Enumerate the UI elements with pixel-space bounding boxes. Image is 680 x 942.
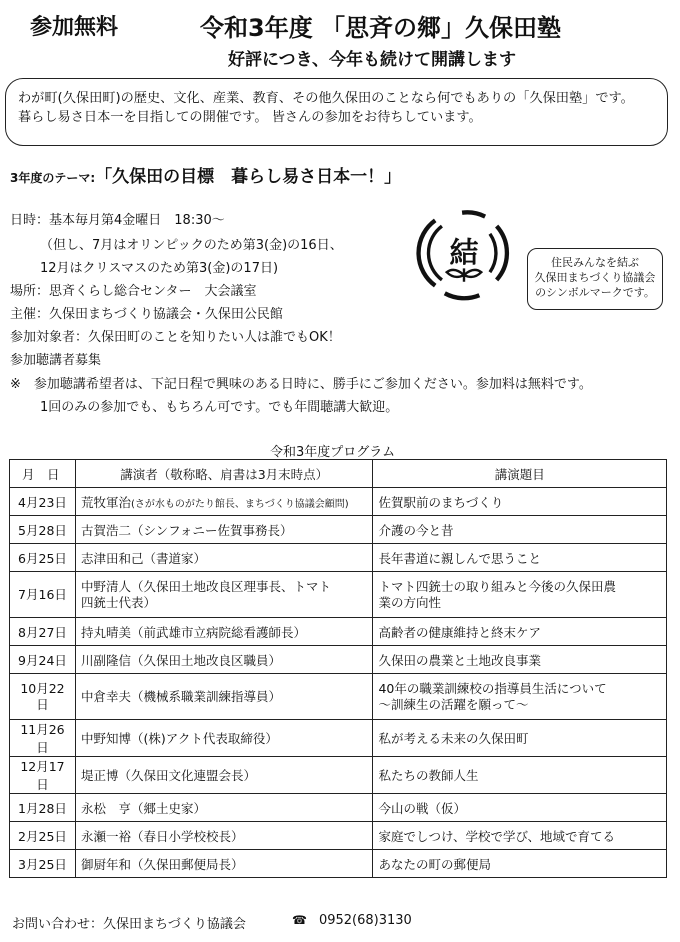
row-date: 1月28日 — [10, 794, 76, 822]
row-date: 4月23日 — [10, 488, 76, 516]
row-topic: 介護の今と昔 — [373, 516, 667, 544]
row-speaker: 中倉幸夫（機械系職業訓練指導員） — [75, 674, 373, 720]
column-header-speaker: 講演者（敬称略、肩書は3月末時点） — [75, 460, 373, 488]
row-date: 3月25日 — [10, 850, 76, 878]
row-topic: あなたの町の郵便局 — [373, 850, 667, 878]
info-audience: 参加対象者：久保田町のことを知りたい人は誰でもOK！ — [10, 330, 341, 345]
phone-number: 0952(68)3130 — [318, 913, 412, 928]
row-speaker: 古賀浩二（シンフォニー佐賀事務長） — [75, 516, 373, 544]
row-date: 12月17日 — [10, 757, 76, 794]
row-topic: 佐賀駅前のまちづくり — [373, 488, 667, 516]
row-date: 5月28日 — [10, 516, 76, 544]
speaker-name: 荒牧軍治 — [80, 494, 131, 510]
speaker-line-2: 四銃士代表） — [80, 594, 156, 610]
info-notice-2: 1回のみの参加でも、もちろん可です。でも年間聴講大歓迎。 — [40, 400, 399, 415]
column-header-topic: 講演題目 — [373, 460, 667, 488]
program-table — [9, 459, 667, 878]
row-speaker: 志津田和己（書道家） — [75, 544, 373, 572]
symbol-mark-icon — [416, 205, 512, 301]
row-topic: 家庭でしつけ、学校で学び、地域で育てる — [373, 822, 667, 850]
theme-text: 「久保田の目標 暮らし易さ日本一！」 — [95, 167, 402, 187]
row-date: 10月22日 — [10, 674, 76, 720]
row-topic: 高齢者の健康維持と終末ケア — [373, 618, 667, 646]
row-topic — [373, 674, 667, 720]
row-date: 9月24日 — [10, 646, 76, 674]
callout-line-1: 住民みんなを結ぶ — [551, 256, 639, 269]
table-row — [10, 822, 667, 850]
free-admission-label: 参加無料 — [30, 15, 119, 40]
topic-line-1: トマト四銃士の取り組みと今後の久保田農 — [378, 578, 616, 594]
phone-icon: ☎ — [292, 913, 307, 927]
row-date: 7月16日 — [10, 572, 76, 618]
table-row — [10, 757, 667, 794]
table-row — [10, 720, 667, 757]
row-speaker: 永松 亨（郷土史家） — [75, 794, 373, 822]
table-row — [10, 618, 667, 646]
symbol-mark-callout — [527, 248, 663, 310]
row-topic: 私が考える未来の久保田町 — [373, 720, 667, 757]
intro-box — [5, 78, 668, 146]
row-speaker: 川副隆信（久保田土地改良区職員） — [75, 646, 373, 674]
theme — [10, 162, 401, 187]
page-title: 令和3年度 「思斉の郷」久保田塾 — [200, 14, 562, 42]
info-venue: 場所：思斉くらし総合センター 大会議室 — [10, 284, 257, 299]
info-recruit: 参加聴講者募集 — [10, 353, 102, 368]
contact-label: お問い合わせ：久保田まちづくり協議会 — [12, 917, 246, 932]
intro-line-2: 暮らし易さ日本一を目指しての開催です。 皆さんの参加をお待ちしています。 — [18, 110, 482, 125]
row-topic — [373, 572, 667, 618]
page-subtitle: 好評につき、今年も続けて開講します — [228, 50, 516, 70]
row-topic: 長年書道に親しんで思うこと — [373, 544, 667, 572]
row-speaker: 永瀬一裕（春日小学校校長） — [75, 822, 373, 850]
column-header-date: 月 日 — [10, 460, 76, 488]
info-note-july: （但し、7月はオリンピックのため第3(金)の16日、 — [40, 238, 343, 253]
row-speaker: 持丸晴美（前武雄市立病院総看護師長） — [75, 618, 373, 646]
row-date: 2月25日 — [10, 822, 76, 850]
row-date: 8月27日 — [10, 618, 76, 646]
topic-line-2: ～訓練生の活躍を願って～ — [378, 696, 529, 712]
row-speaker: 堤正博（久保田文化連盟会長） — [75, 757, 373, 794]
speaker-note: (さが水ものがたり館長、まちづくり協議会顧問) — [130, 498, 349, 510]
row-topic: 私たちの教師人生 — [373, 757, 667, 794]
callout-line-2: 久保田まちづくり協議会 — [534, 271, 656, 284]
info-notice-1: ※ 参加聴講希望者は、下記日程で興味のある日時に、勝手にご参加ください。参加料は無料です。 — [10, 377, 592, 392]
speaker-line-1: 中野清人（久保田土地改良区理事長、トマト — [80, 578, 331, 594]
table-row — [10, 674, 667, 720]
program-header-row — [10, 460, 667, 488]
table-row — [10, 516, 667, 544]
info-datetime: 日時：基本毎月第4金曜日 18:30～ — [10, 213, 225, 228]
info-organizer: 主催：久保田まちづくり協議会・久保田公民館 — [10, 307, 283, 322]
row-speaker: 中野知博（(株)アクト代表取締役） — [75, 720, 373, 757]
table-row — [10, 794, 667, 822]
row-topic: 久保田の農業と土地改良事業 — [373, 646, 667, 674]
table-row — [10, 850, 667, 878]
emblem-character: 結 — [449, 235, 479, 270]
row-date: 11月26日 — [10, 720, 76, 757]
table-row — [10, 544, 667, 572]
contact-phone — [292, 913, 412, 928]
row-topic: 今山の戦（仮） — [373, 794, 667, 822]
table-row — [10, 488, 667, 516]
row-speaker — [75, 572, 373, 618]
intro-line-1: わが町(久保田町)の歴史、文化、産業、教育、その他久保田のことなら何でもありの「久保田塾」です。 — [18, 91, 634, 106]
row-speaker — [75, 488, 373, 516]
row-date: 6月25日 — [10, 544, 76, 572]
table-row — [10, 646, 667, 674]
table-row — [10, 572, 667, 618]
info-note-december: 12月はクリスマスのため第3(金)の17日) — [40, 261, 279, 276]
topic-line-1: 40年の職業訓練校の指導員生活について — [378, 680, 607, 696]
topic-line-2: 業の方向性 — [378, 594, 441, 610]
program-title: 令和3年度プログラム — [270, 445, 396, 460]
callout-line-3: のシンボルマークです。 — [535, 286, 655, 299]
theme-label: 3年度のテーマ: — [10, 171, 96, 185]
row-speaker: 御厨年和（久保田郵便局長） — [75, 850, 373, 878]
